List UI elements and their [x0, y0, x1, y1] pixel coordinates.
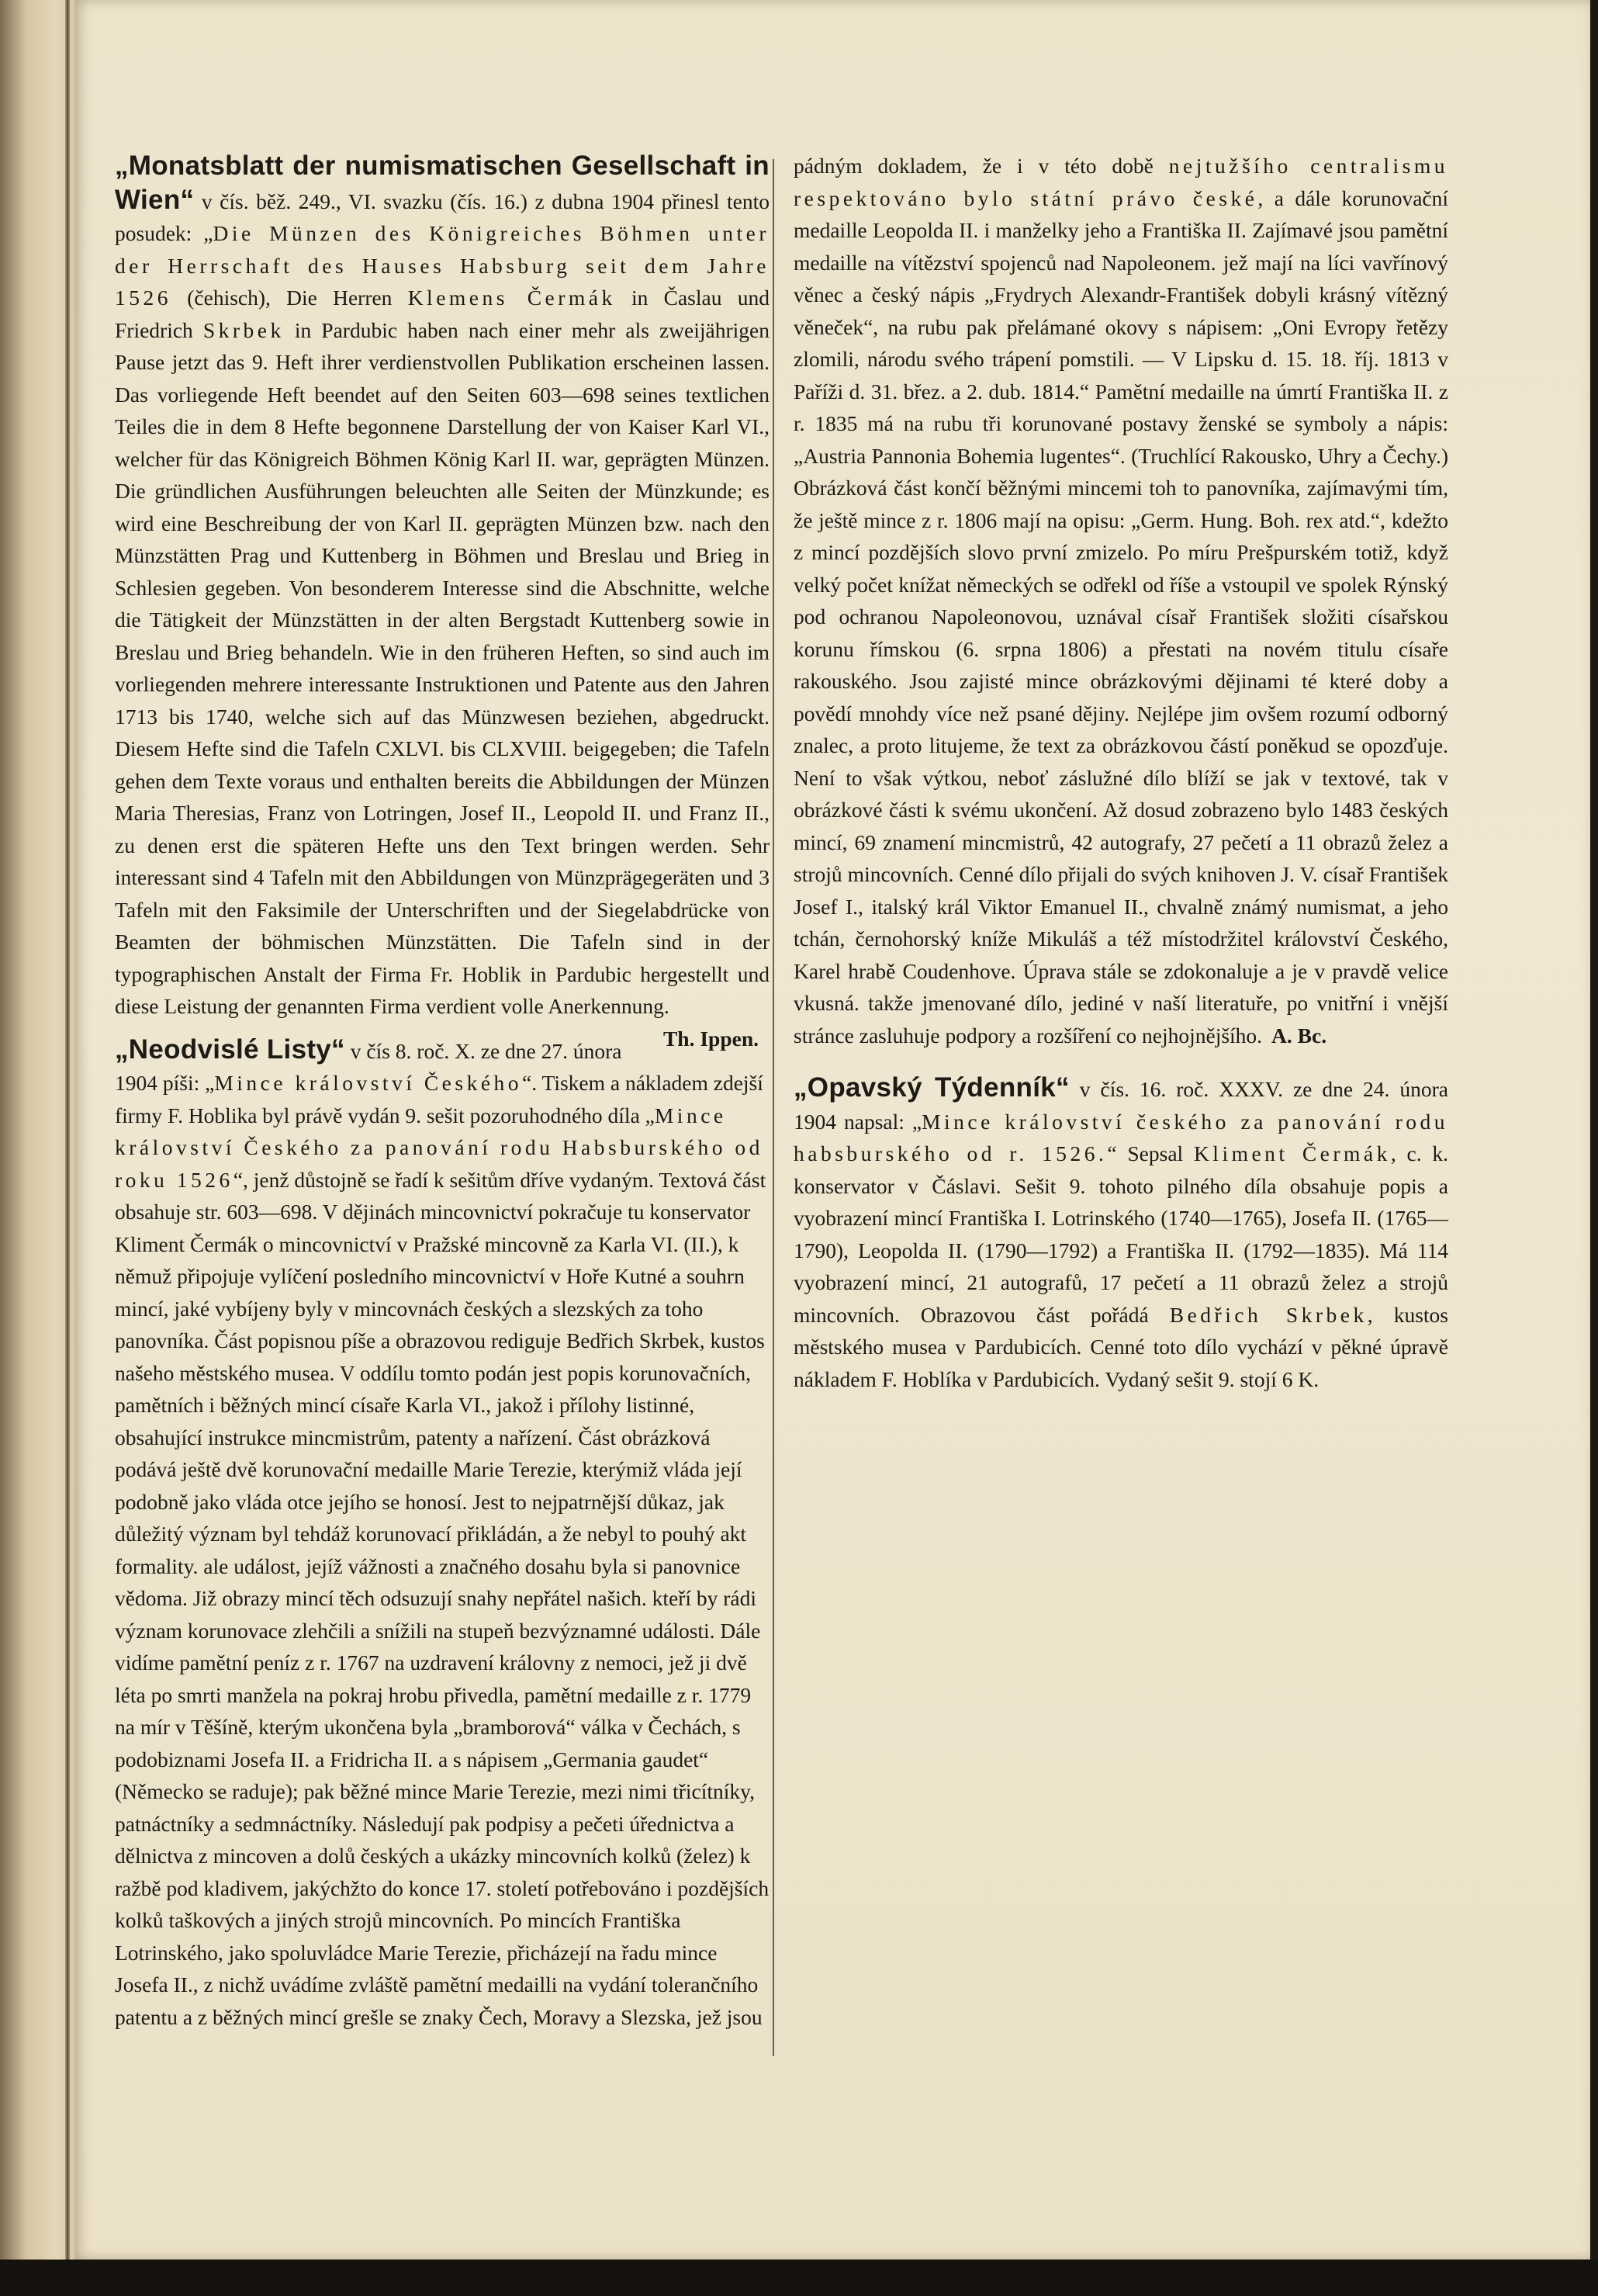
column-divider	[773, 159, 774, 2056]
left-column	[115, 150, 770, 2033]
review-text: pádným dokladem, že i v této době	[794, 154, 1169, 178]
scanner-background	[0, 2260, 1598, 2296]
author-name: Skrbek	[202, 317, 285, 342]
review-signature: Th. Ippen.	[662, 1026, 759, 1051]
work-title: Mince království Českého	[214, 1071, 523, 1095]
work-title: Die Münzen des Königreiches Böhmen unter der Herrschaft des Hauses Habsburg seit dem Jahre 1526	[115, 221, 770, 310]
author-name: Kliment Čermák	[1193, 1141, 1391, 1165]
review-text: v čís. běž. 249., VI. svazku (čís. 16.) z dubna 1904 přinesl tento posudek: „	[115, 189, 770, 245]
review-text: , c. k. konservator v Čáslavi. Sešit 9. tohoto pilného díla obsahuje popis a vyobrazení mincí Františka I. Lotrinského (1740—1765), Josefa II. (1765—1790), Leopolda II. (1790—1792) a Františka II. (1792—1835). Má 114 vyobrazení mincí, 21 autografů, 17 pečetí a 11 obrazů želez a strojů mincovních. Obrazovou část pořádá	[794, 1141, 1448, 1327]
author-name: Klemens Čermák	[407, 286, 616, 310]
review-neodvisle-listy	[115, 1034, 770, 2034]
review-text: “. Tiskem a nákladem zdejší firmy F. Hoblika byl právě vydán 9. sešit pozoruhodného díla „	[115, 1071, 763, 1127]
publication-title: „Opavský Týdenník“	[794, 1072, 1070, 1103]
review-text: in Časlau und Friedrich	[115, 286, 770, 342]
work-title: Mince království českého za panování rodu habsburského od r. 1526.	[794, 1109, 1448, 1165]
previous-page-edge	[0, 0, 74, 2296]
review-opavsky-tydennik	[794, 1072, 1448, 1395]
publication-title: „Monatsblatt der numismatischen Gesellschaft in Wien“	[115, 151, 770, 215]
review-text: , a dále korunovační medaille Leopolda II. i manželky jeho a Františka II. Zajímavé jsou pamětní medaille na vítězství spojenců nad Napoleonem. jež mají na líci vavřínový věnec a český nápis „Frydrych Alexandr-František dobyli krásný vítězný věneček“, na rubu pak přelámané okovy s nápisem: „Oni Evropy řetězy zlomili, národu svého trápení pomstili. — V Lipsku d. 15. 18. říj. 1813 v Paříži d. 31. břez. a 2. dub. 1814.“ Pamětní medaille na úmrtí Františka II. z r. 1835 má na rubu tři korunované postavy ženské se symboly a nápis: „Austria Pannonia Bohemia lugentes“. (Truchlící Rakousko, Uhry a Čechy.) Obrázková část končí běžnými mincemi toh to panovníka, zajímavými tím, že ještě mince z r. 1806 mají na opisu: „Germ. Hung. Boh. rex atd.“, kdežto z mincí pozdějších slovo první zmizelo. Po míru Prešpurském totiž, když velký počet knížat německých se odřekl od říše a vstoupil ve spolek Rýnský pod ochranou Napoleonovou, uznával císař František složiti císařskou korunu římskou (6. srpna 1806) a přestati na novém titulu císaře rakouského. Jsou zajisté mince obrázkovými dějinami té které doby a povědí mnohdy více než psané dějiny. Nejlépe jim ovšem rozumí odborný znalec, a proto litujeme, že text za obrázkovou částí poněkud se opozďuje. Není to však výtkou, neboť záslužné dílo blíží se jak v textové, tak v obrázkové části k svému ukončení. Až dosud zobrazeno bylo 1483 českých mincí, 69 znamení mincmistrů, 42 autografy, 27 pečetí a 11 obrazů želez a strojů mincovních. Cenné dílo přijali do svých knihoven J. V. císař František Josef I., italský král Viktor Emanuel II., chvalně známý numismat, a jeho tchán, černohorský kníže Mikuláš a též místodržitel království Českého, Karel hrabě Coudenhove. Úprava stále se zdokonaluje a je v pravdě velice vkusná. takže jmenované dílo, jediné v naší literatuře, po vnitřní i vnější stránce zasluhuje podpory a rozšíření co nejhojnějšího.	[794, 185, 1448, 1048]
review-text: v čís 8. roč. X. ze dne 27. února 1904 píši: „	[115, 1038, 622, 1095]
review-text: v čís. 16. roč. XXXV. ze dne 24. února 1904 napsal: „	[794, 1077, 1448, 1134]
publication-title: „Neodvislé Listy“	[115, 1034, 345, 1065]
review-text: “ Sepsal	[1107, 1141, 1194, 1165]
review-text: “, jenž důstojně se řadí k sešitům dříve vydaným. Textová část obsahuje str. 603—698. V dějinách mincovnictví pokračuje tu konservator Kliment Čermák o mincovnictví v Pražské mincovně za Karla VI. (II.), k němuž připojuje vylíčení posledního mincovnictví v Hoře Kutné a souhrn mincí, jaké vybíjeny byly v mincovnách českých a slezských za toho panovníka. Část popisnou píše a obrazovou rediguje Bedřich Skrbek, kustos našeho městského musea. V oddílu tomto podán jest popis korunovačních, pamětních i běžných mincí císaře Karla VI., jakož i přílohy listinné, obsahující instrukce mincmistrům, patenty a nařízení. Část obrázková podává ještě dvě korunovační medaille Marie Terezie, kterýmiž vláda její podobně jako vláda otce jejího se honosí. Jest to nejpatrnější důkaz, jak důležitý význam byl tehdáž korunovací přikládán, a že nebyl to pouhý akt formality. ale událost, jejíž vážnosti a značného dosahu byla si panovnice vědoma. Již obrazy mincí těch odsuzují snahy nepřátel našich. kteří by rádi význam korunovace zlehčili a snížili na stupeň bezvýznamné události. Dále vidíme pamětní peníz z r. 1767 na uzdravení královny z nemoci, jež ji dvě léta po smrti manžela na pokraj hrobu přivedla, pamětní medaille z r. 1779 na mír v Těšíně, kterým ukončena byla „bramborová“ válka v Čechách, s podobiznami Josefa II. a Fridricha II. a s nápisem „Germania gaudet“ (Německo se raduje); pak běžné mince Marie Terezie, mezi nimi třicítníky, patnáctníky a sedmnáctníky. Následují pak podpisy a pečeti úřednictva a dělnictva z mincoven a dolů českých a ukázky mincovních kolků (želez) k ražbě pod kladivem, jakýchžto do konce 17. století potřebováno i pozdějších kolků taškových a jiných strojů mincovních. Po mincích Františka Lotrinského, jako spoluvládce Marie Terezie, přicházejí na řadu mince Josefa II., z nichž uvádíme zvláště pamětní medailli na vydání tolerančního patentu a z běžných mincí grešle se znaky Čech, Moravy a Slezska, jež jsou	[115, 1167, 770, 2029]
review-text: in Pardubic haben nach einer mehr als zweijährigen Pause jetzt das 9. Heft ihrer verdienstvollen Publikation erscheinen lassen. Das vorliegende Heft beendet auf den Seiten 603—698 seines textlichen Teiles die in dem 8 Hefte begonnene Darstellung der von Kaiser Karl VI., welcher für das Königreich Böhmen König Karl II. war, geprägten Münzen. Die gründlichen Ausführungen beleuchten alle Seiten der Münzkunde; es wird eine Beschreibung der von Karl II. geprägten Münzen bzw. nach den Münzstätten Prag und Kuttenberg in Böhmen und Breslau und Brieg in Schlesien gegeben. Von besonderem Interesse sind die Abschnitte, welche die Tätigkeit der Münzstätten in der alten Bergstadt Kuttenberg sowie in Breslau und Brieg behandeln. Wie in den früheren Heften, so sind auch im vorliegenden mehrere interessante Instruktionen und Patente aus den Jahren 1713 bis 1740, welche sich auf das Münzwesen beziehen, abgedruckt. Diesem Hefte sind die Tafeln CXLVI. bis CLXVIII. beigegeben; die Tafeln gehen dem Texte voraus und enthalten bereits die Abbildungen der Münzen Maria Theresias, Franz von Lotringen, Josef II., Leopold II. und Franz II., zu denen erst die späteren Hefte uns den Text bringen werden. Sehr interessant sind 4 Tafeln mit den Abbildungen von Münzprägegeräten und 3 Tafeln mit den Faksimile der Unterschriften und der Siegelabdrücke von Beamten der böhmischen Münzstätten. Die Tafeln sind in der typographischen Anstalt der Firma Fr. Hoblik in Pardubic hergestellt und diese Leistung der genannten Firma verdient volle Anerkennung.	[115, 317, 770, 1018]
emphasized-text: nejtužšího centralismu respektováno bylo státní právo české	[794, 154, 1448, 210]
review-text: , kustos městského musea v Pardubicích. Cenné toto dílo vychází v pěkné úpravě nákladem F. Hoblíka v Pardubicích. Vydaný sešit 9. stojí 6 K.	[794, 1302, 1448, 1391]
work-title: Mince království Českého za panování rodu Habsburského od roku 1526	[115, 1103, 763, 1192]
right-column	[794, 150, 1448, 1395]
review-signature: A. Bc.	[1271, 1023, 1327, 1048]
review-text: (čehisch), Die Herren	[171, 286, 408, 310]
author-name: Bedřich Skrbek	[1169, 1302, 1368, 1327]
review-neodvisle-listy-continued	[794, 150, 1448, 1051]
binding-fold	[65, 0, 70, 2296]
